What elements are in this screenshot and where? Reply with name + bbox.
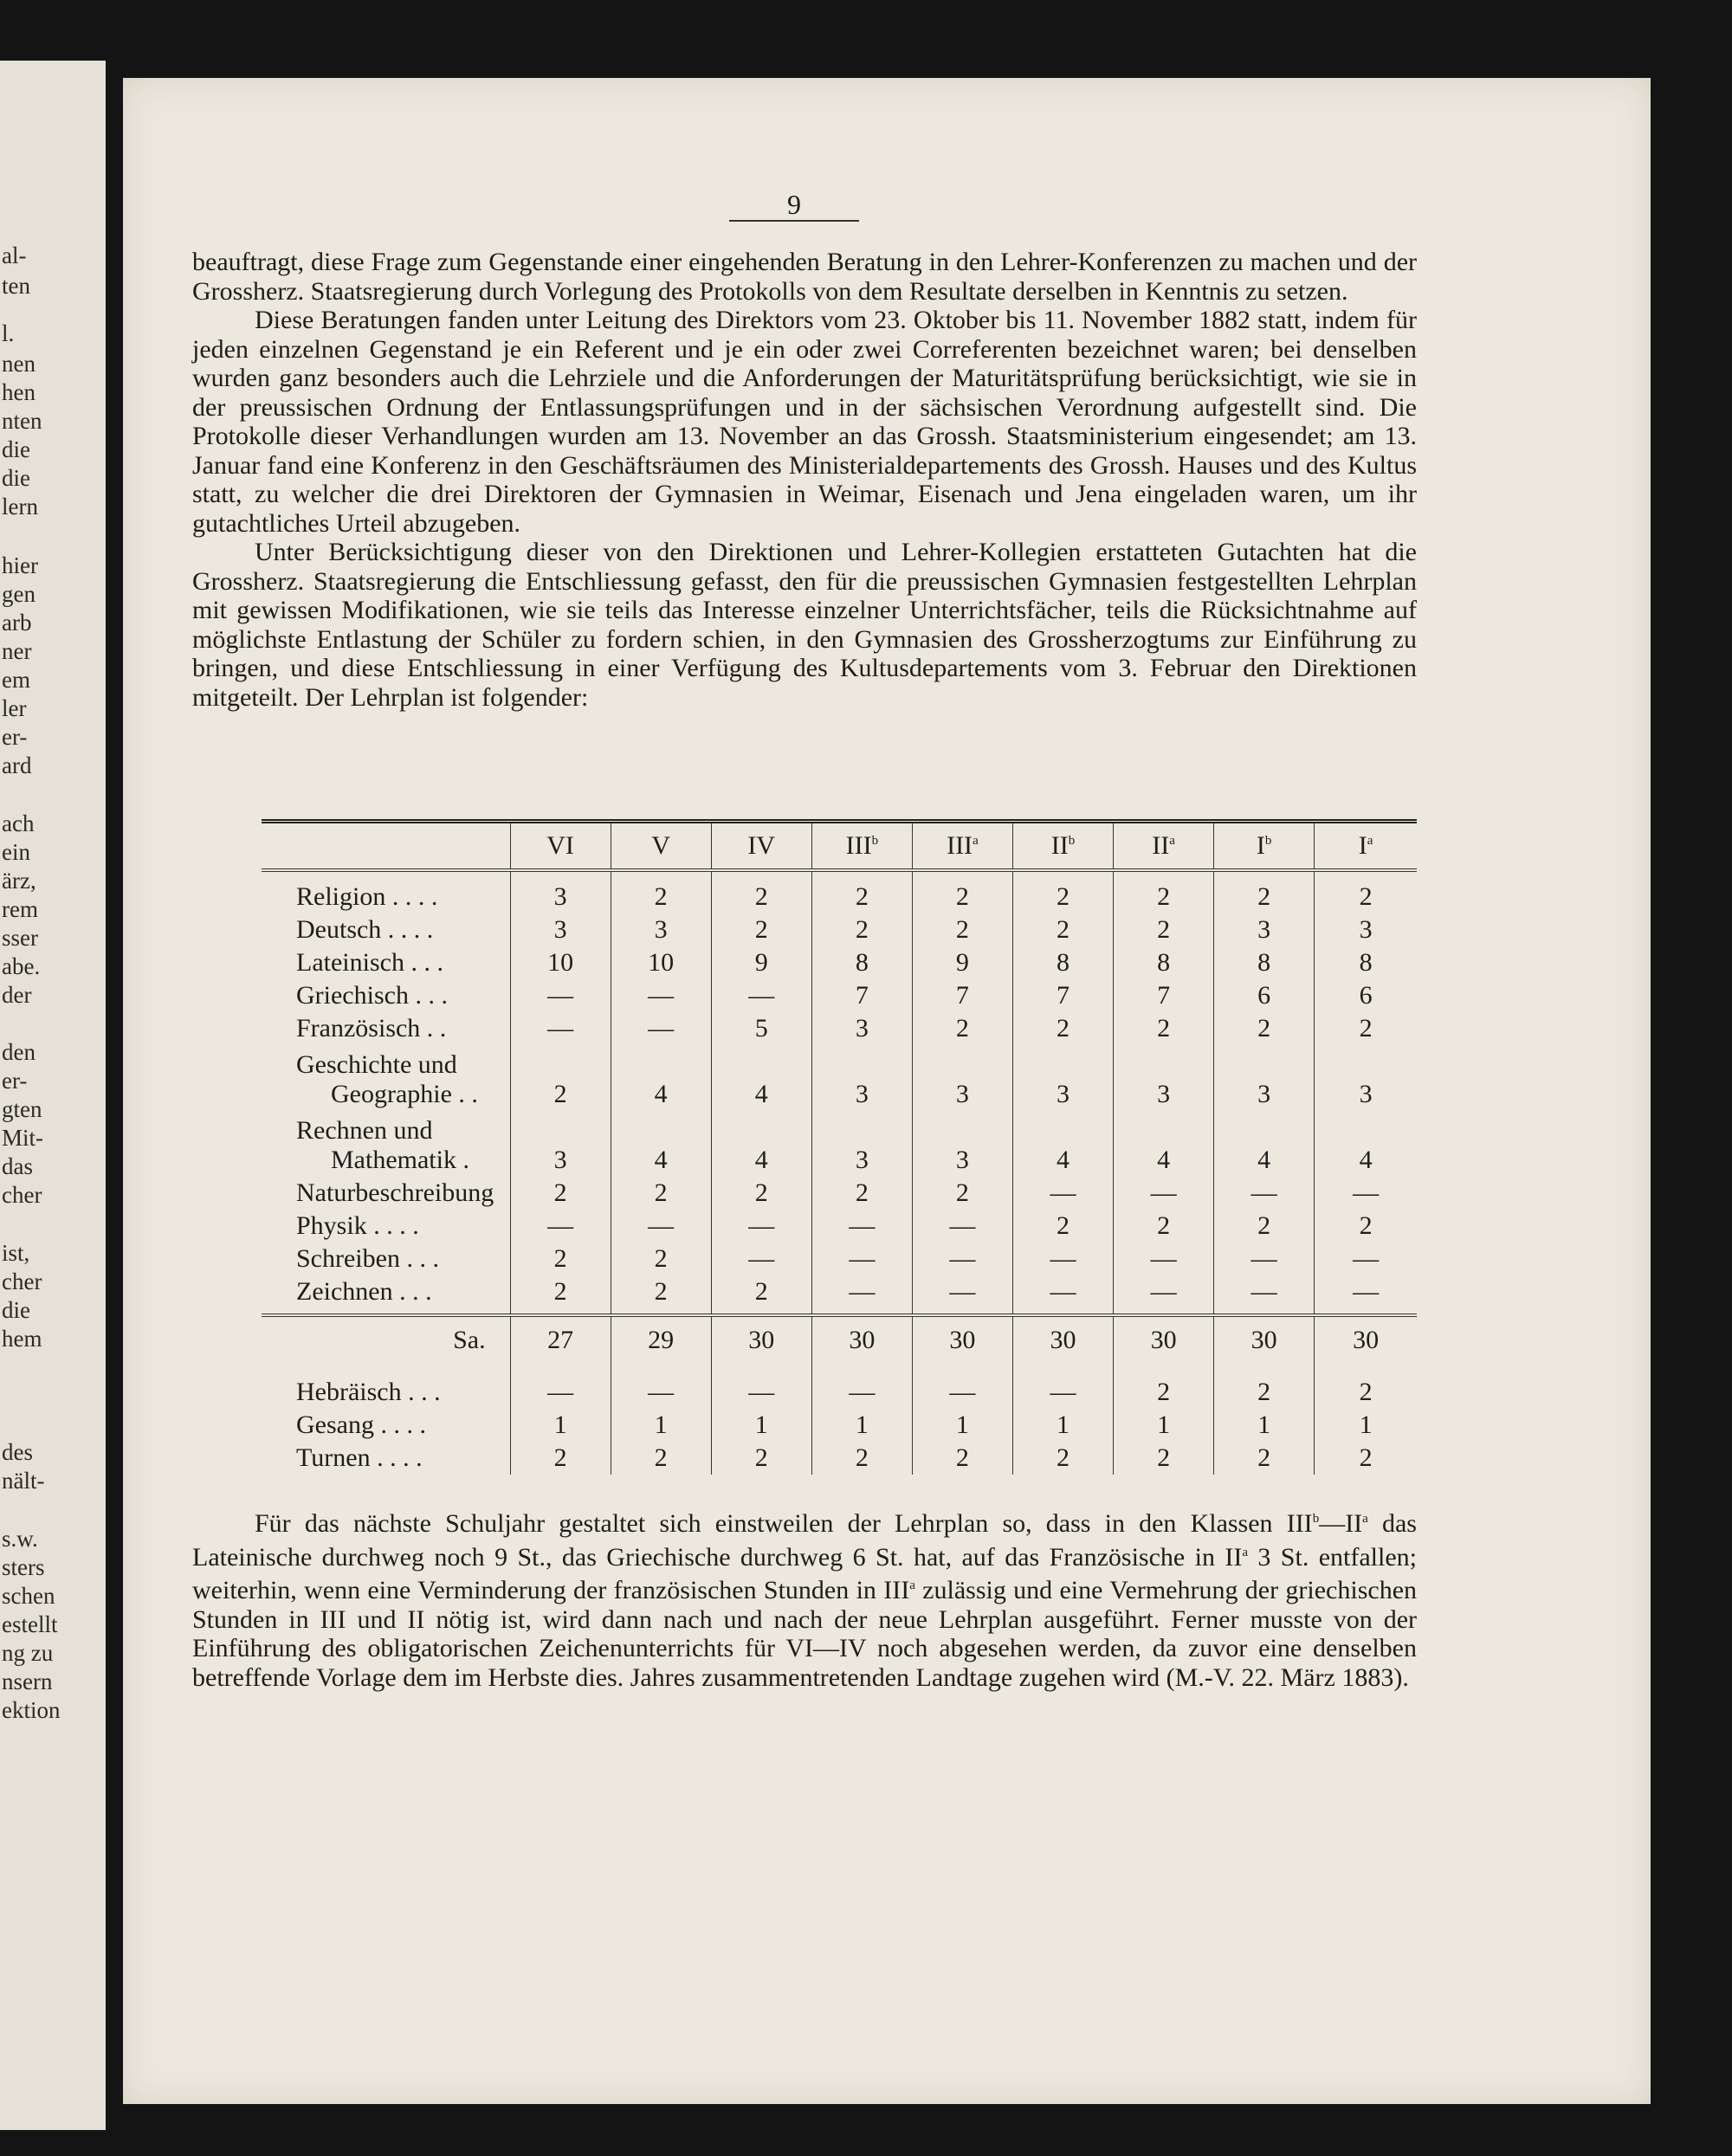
- page-number: 9: [787, 189, 801, 220]
- hours-cell: 2: [1012, 1012, 1113, 1045]
- hours-cell: 2: [912, 1442, 1012, 1475]
- left-fragment: ng zu: [2, 1640, 54, 1666]
- left-fragment: der: [2, 982, 32, 1008]
- hours-cell: 2: [1315, 870, 1417, 913]
- left-fragment: ach: [2, 810, 35, 836]
- sum-cell: 30: [711, 1315, 811, 1364]
- hours-cell: —: [912, 1376, 1012, 1409]
- left-fragment: rem: [2, 896, 38, 922]
- left-fragment: ist,: [2, 1240, 30, 1266]
- hours-cell: 2: [611, 1275, 711, 1315]
- hours-cell: 7: [1114, 979, 1214, 1012]
- hours-cell: 2: [1012, 870, 1113, 913]
- hours-cell: 3: [1214, 913, 1315, 946]
- closing-text: [192, 1505, 1417, 1692]
- table-row: [262, 1111, 1417, 1177]
- hours-cell: 2: [1214, 1376, 1315, 1409]
- hours-cell: 6: [1315, 979, 1417, 1012]
- hours-cell: 1: [1315, 1409, 1417, 1442]
- hours-cell: 2: [711, 1442, 811, 1475]
- hours-cell: 2: [1315, 1012, 1417, 1045]
- hours-cell: —: [1315, 1177, 1417, 1210]
- left-fragment: nen: [2, 351, 36, 377]
- hours-cell: —: [611, 1012, 711, 1045]
- hours-cell: 4: [1012, 1111, 1113, 1177]
- hours-cell: —: [811, 1376, 912, 1409]
- sum-cell: 30: [811, 1315, 912, 1364]
- hours-cell: 2: [611, 1442, 711, 1475]
- table-row: [262, 1376, 1417, 1409]
- left-fragment: gen: [2, 581, 36, 607]
- left-fragment: er-: [2, 1068, 28, 1094]
- sum-cell: 29: [611, 1315, 711, 1364]
- hours-cell: 2: [711, 913, 811, 946]
- hours-cell: 2: [811, 1442, 912, 1475]
- hours-cell: 2: [1012, 1442, 1113, 1475]
- left-fragment: al-: [2, 242, 27, 268]
- hours-cell: —: [1114, 1275, 1214, 1315]
- subject-label: Lateinisch . . .: [296, 948, 443, 977]
- hours-cell: 2: [711, 1177, 811, 1210]
- hours-cell: 2: [1214, 1012, 1315, 1045]
- hours-cell: —: [912, 1210, 1012, 1243]
- hours-cell: 3: [611, 913, 711, 946]
- subject-label: Deutsch . . . .: [296, 915, 434, 944]
- hours-cell: 2: [611, 1243, 711, 1275]
- subject-label: Geschichte und Geographie . .: [296, 1050, 478, 1108]
- column-header: V: [611, 822, 711, 871]
- hours-cell: 2: [1214, 870, 1315, 913]
- hours-cell: 4: [1214, 1111, 1315, 1177]
- sum-cell: 30: [1114, 1315, 1214, 1364]
- subject-label: Hebräisch . . .: [296, 1378, 441, 1406]
- column-header: $I^a$: [1315, 822, 1417, 871]
- hours-cell: —: [811, 1243, 912, 1275]
- hours-cell: 2: [912, 1012, 1012, 1045]
- lehrplan-table: [262, 819, 1417, 1475]
- hours-cell: 1: [811, 1409, 912, 1442]
- table-row: [262, 1210, 1417, 1243]
- hours-cell: —: [510, 1376, 611, 1409]
- hours-cell: 3: [510, 913, 611, 946]
- hours-cell: 3: [811, 1012, 912, 1045]
- hours-cell: 4: [711, 1111, 811, 1177]
- left-fragment: l.: [2, 320, 15, 346]
- hours-cell: 3: [510, 1111, 611, 1177]
- left-fragment: ard: [2, 752, 32, 778]
- hours-cell: 8: [1114, 946, 1214, 979]
- left-fragment: arb: [2, 610, 32, 636]
- sum-cell: 30: [1214, 1315, 1315, 1364]
- left-fragment: nält-: [2, 1468, 45, 1494]
- left-fragment: lern: [2, 494, 38, 520]
- hours-cell: 3: [1114, 1045, 1214, 1111]
- document-page: [123, 78, 1651, 2104]
- subject-label: Griechisch . . .: [296, 981, 448, 1010]
- hours-cell: 2: [811, 1177, 912, 1210]
- left-fragment: ärz,: [2, 868, 36, 894]
- hours-cell: —: [1012, 1376, 1113, 1409]
- hours-cell: 8: [1214, 946, 1315, 979]
- left-fragment: nten: [2, 408, 42, 434]
- table-row: [262, 1442, 1417, 1475]
- hours-cell: 1: [1214, 1409, 1315, 1442]
- left-fragment: ein: [2, 839, 30, 865]
- hours-cell: 2: [1214, 1442, 1315, 1475]
- table-row: [262, 979, 1417, 1012]
- hours-cell: 3: [1214, 1045, 1315, 1111]
- left-fragment: hem: [2, 1326, 42, 1352]
- column-header: $II^b$: [1012, 822, 1113, 871]
- hours-cell: 1: [510, 1409, 611, 1442]
- hours-cell: 2: [711, 1275, 811, 1315]
- hours-cell: 2: [510, 1177, 611, 1210]
- hours-cell: 10: [611, 946, 711, 979]
- hours-cell: 2: [912, 1177, 1012, 1210]
- hours-cell: 3: [1315, 913, 1417, 946]
- sum-cell: 30: [1012, 1315, 1113, 1364]
- left-fragment: Mit-: [2, 1125, 44, 1151]
- hours-cell: —: [1315, 1243, 1417, 1275]
- hours-cell: —: [811, 1210, 912, 1243]
- subject-label: Physik . . . .: [296, 1211, 419, 1240]
- subject-label: Turnen . . . .: [296, 1443, 423, 1472]
- hours-cell: —: [1214, 1177, 1315, 1210]
- left-page-margin: [0, 61, 106, 2130]
- table-row: [262, 946, 1417, 979]
- hours-cell: 8: [811, 946, 912, 979]
- left-fragment: ler: [2, 695, 27, 721]
- left-fragment: cher: [2, 1182, 42, 1208]
- left-fragment: gten: [2, 1096, 42, 1122]
- hours-cell: —: [711, 1243, 811, 1275]
- table-row: [262, 913, 1417, 946]
- hours-cell: —: [1012, 1275, 1113, 1315]
- table-row: [262, 1275, 1417, 1315]
- subject-label: Gesang . . . .: [296, 1410, 426, 1439]
- table-row: [262, 1045, 1417, 1111]
- left-fragment: estellt: [2, 1611, 58, 1637]
- hours-cell: 3: [912, 1045, 1012, 1111]
- hours-cell: 2: [1114, 1210, 1214, 1243]
- hours-cell: 5: [711, 1012, 811, 1045]
- page-number-rule: [729, 220, 859, 222]
- hours-cell: —: [611, 1376, 711, 1409]
- hours-cell: —: [711, 1376, 811, 1409]
- header-blank: [262, 822, 510, 871]
- sum-label: Sa.: [453, 1326, 486, 1354]
- column-header: VI: [510, 822, 611, 871]
- left-fragment: em: [2, 667, 30, 693]
- hours-cell: 2: [711, 870, 811, 913]
- column-header: III$^b$: [811, 822, 912, 871]
- hours-cell: 2: [510, 1275, 611, 1315]
- hours-cell: 2: [510, 1243, 611, 1275]
- column-header: $I^b$: [1214, 822, 1315, 871]
- hours-cell: 4: [1114, 1111, 1214, 1177]
- paragraph: Diese Beratungen fanden unter Leitung des Direktors vom 23. Oktober bis 11. November 1882 statt, indem für jeden einzelnen Gegenstand je ein Referent und je ein oder zwei Correferenten bezeichnet waren; bei denselben wurden ganz besonders auch die Lehrziele und die Anforderungen der Maturitätsprüfung berücksichtigt, wie sie in der preussischen Ordnung der Entlassungsprüfungen und in der sächsischen Verordnung aufgestellt sind. Die Protokolle dieser Verhandlungen wurden am 13. November an das Grossh. Staatsministerium eingesendet; am 13. Januar fand eine Konferenz in den Geschäftsräumen des Ministerialdepartements des Grossh. Hauses und des Kultus statt, zu welcher die drei Direktoren der Gymnasien in Weimar, Eisenach und Jena eingeladen waren, um ihr gutachtliches Urteil abzugeben.: [192, 306, 1417, 538]
- left-fragment: s.w.: [2, 1526, 38, 1552]
- hours-cell: 1: [1012, 1409, 1113, 1442]
- hours-cell: 6: [1214, 979, 1315, 1012]
- table-row: [262, 1409, 1417, 1442]
- hours-cell: 2: [1214, 1210, 1315, 1243]
- hours-cell: 2: [1114, 1012, 1214, 1045]
- hours-cell: 1: [611, 1409, 711, 1442]
- hours-cell: —: [611, 979, 711, 1012]
- hours-cell: 2: [1114, 913, 1214, 946]
- hours-cell: 2: [1012, 1210, 1113, 1243]
- hours-cell: 9: [711, 946, 811, 979]
- column-header: $II^a$: [1114, 822, 1214, 871]
- hours-cell: 4: [1315, 1111, 1417, 1177]
- left-fragment: hier: [2, 552, 38, 578]
- subject-label: Religion . . . .: [296, 882, 438, 911]
- left-fragment: die: [2, 436, 30, 462]
- hours-cell: 2: [510, 1442, 611, 1475]
- subject-label: Schreiben . . .: [296, 1244, 439, 1273]
- left-fragment: schen: [2, 1583, 55, 1609]
- hours-cell: —: [510, 1012, 611, 1045]
- hours-cell: 8: [1012, 946, 1113, 979]
- spacer-row: [262, 1364, 1417, 1376]
- hours-cell: 7: [912, 979, 1012, 1012]
- hours-cell: 7: [811, 979, 912, 1012]
- hours-cell: 4: [711, 1045, 811, 1111]
- left-fragment: hen: [2, 379, 36, 405]
- left-fragment: sser: [2, 925, 38, 951]
- hours-cell: —: [912, 1275, 1012, 1315]
- subject-label: Naturbeschreibung: [296, 1178, 494, 1207]
- table-row: [262, 1243, 1417, 1275]
- sum-row: [262, 1315, 1417, 1364]
- hours-cell: 3: [510, 870, 611, 913]
- hours-cell: —: [811, 1275, 912, 1315]
- hours-cell: 2: [1114, 1442, 1214, 1475]
- hours-cell: 10: [510, 946, 611, 979]
- hours-cell: 2: [912, 913, 1012, 946]
- hours-cell: —: [711, 1210, 811, 1243]
- closing-paragraph: Für das nächste Schuljahr gestaltet sich einstweilen der Lehrplan so, dass in den Klassen $III^b—II^a$ das Lateinische durchweg noch 9 St., das Griechische durchweg 6 St. hat, auf das Französische in $II^a$ 3 St. entfallen; weiterhin, wenn eine Verminderung der französischen Stunden in III$^a$ zulässig und eine Vermehrung der griechischen Stunden in III und II nötig ist, wird dann nach und nach der neue Lehrplan ausgeführt. Ferner musste von der Einführung des obligatorischen Zeichenunterrichts für VI—IV noch abgesehen werden, da zuvor eine denselben betreffende Vorlage dem im Herbste dies. Jahres zusammentretenden Landtage zugehen wird (M.-V. 22. März 1883).: [192, 1509, 1418, 1692]
- hours-cell: —: [1114, 1177, 1214, 1210]
- left-fragment: die: [2, 465, 30, 491]
- hours-cell: —: [1012, 1177, 1113, 1210]
- hours-cell: 2: [1315, 1210, 1417, 1243]
- left-fragment: das: [2, 1153, 33, 1179]
- hours-cell: 1: [711, 1409, 811, 1442]
- hours-cell: —: [1012, 1243, 1113, 1275]
- hours-cell: —: [912, 1243, 1012, 1275]
- left-fragment: nsern: [2, 1669, 53, 1694]
- column-header: III$^a$: [912, 822, 1012, 871]
- left-fragment: ner: [2, 638, 32, 664]
- hours-cell: —: [1114, 1243, 1214, 1275]
- hours-cell: 2: [1114, 1376, 1214, 1409]
- hours-cell: 3: [912, 1111, 1012, 1177]
- hours-cell: 2: [510, 1045, 611, 1111]
- sum-cell: 30: [912, 1315, 1012, 1364]
- hours-cell: 2: [811, 870, 912, 913]
- hours-cell: —: [1214, 1275, 1315, 1315]
- subject-label: Französisch . .: [296, 1014, 447, 1042]
- hours-cell: 8: [1315, 946, 1417, 979]
- hours-cell: —: [611, 1210, 711, 1243]
- hours-cell: 2: [811, 913, 912, 946]
- paragraph: Unter Berücksichtigung dieser von den Direktionen und Lehrer-Kollegien erstatteten Gutachten hat die Grossherz. Staatsregierung die Entschliessung gefasst, den für die preussischen Gymnasien festgestellten Lehrplan mit gewissen Modifikationen, wie sie teils das Interesse einzelner Unterrichtsfächer, teils die Rücksichtnahme auf möglichste Entlastung der Schüler zu fordern schien, in den Gymnasien des Grossherzogtums zur Einführung zu bringen, und diese Entschliessung in einer Verfügung des Kultusdepartements vom 3. Februar den Direktionen mitgeteilt. Der Lehrplan ist folgender:: [192, 538, 1417, 712]
- sum-cell: 27: [510, 1315, 611, 1364]
- table-row: [262, 870, 1417, 913]
- table-row: [262, 1177, 1417, 1210]
- hours-cell: 4: [611, 1045, 711, 1111]
- hours-cell: 4: [611, 1111, 711, 1177]
- hours-cell: 2: [611, 1177, 711, 1210]
- subject-label: Zeichnen . . .: [262, 1275, 510, 1315]
- hours-cell: 2: [1012, 913, 1113, 946]
- hours-cell: 3: [811, 1045, 912, 1111]
- hours-cell: —: [510, 1210, 611, 1243]
- hours-cell: 3: [1315, 1045, 1417, 1111]
- hours-cell: 1: [912, 1409, 1012, 1442]
- left-fragment: die: [2, 1297, 30, 1323]
- column-header: IV: [711, 822, 811, 871]
- hours-cell: —: [1214, 1243, 1315, 1275]
- hours-cell: 3: [1012, 1045, 1113, 1111]
- left-fragment: ektion: [2, 1697, 61, 1723]
- hours-cell: 2: [1114, 870, 1214, 913]
- body-text: [192, 248, 1417, 712]
- subject-label: Rechnen und Mathematik .: [296, 1116, 469, 1174]
- sum-cell: 30: [1315, 1315, 1417, 1364]
- hours-cell: 2: [1315, 1376, 1417, 1409]
- hours-cell: 3: [811, 1111, 912, 1177]
- hours-cell: —: [510, 979, 611, 1012]
- hours-cell: 2: [611, 870, 711, 913]
- left-fragment: den: [2, 1039, 36, 1065]
- table-row: [262, 1012, 1417, 1045]
- hours-cell: —: [711, 979, 811, 1012]
- left-fragment: des: [2, 1439, 33, 1465]
- hours-cell: 7: [1012, 979, 1113, 1012]
- hours-cell: 2: [1315, 1442, 1417, 1475]
- left-fragment: cher: [2, 1268, 42, 1294]
- left-fragment: er-: [2, 724, 28, 750]
- paragraph: beauftragt, diese Frage zum Gegenstande einer eingehenden Beratung in den Lehrer-Konferenzen zu machen und der Grossherz. Staatsregierung durch Vorlegung des Protokolls von dem Resultate derselben in Kenntnis zu setzen.: [192, 248, 1417, 306]
- left-fragment: sters: [2, 1554, 45, 1580]
- hours-cell: 1: [1114, 1409, 1214, 1442]
- left-fragment: abe.: [2, 953, 41, 979]
- hours-cell: 2: [912, 870, 1012, 913]
- hours-cell: —: [1315, 1275, 1417, 1315]
- table-header-row: [262, 822, 1417, 871]
- left-fragment: ten: [2, 273, 30, 299]
- hours-cell: 9: [912, 946, 1012, 979]
